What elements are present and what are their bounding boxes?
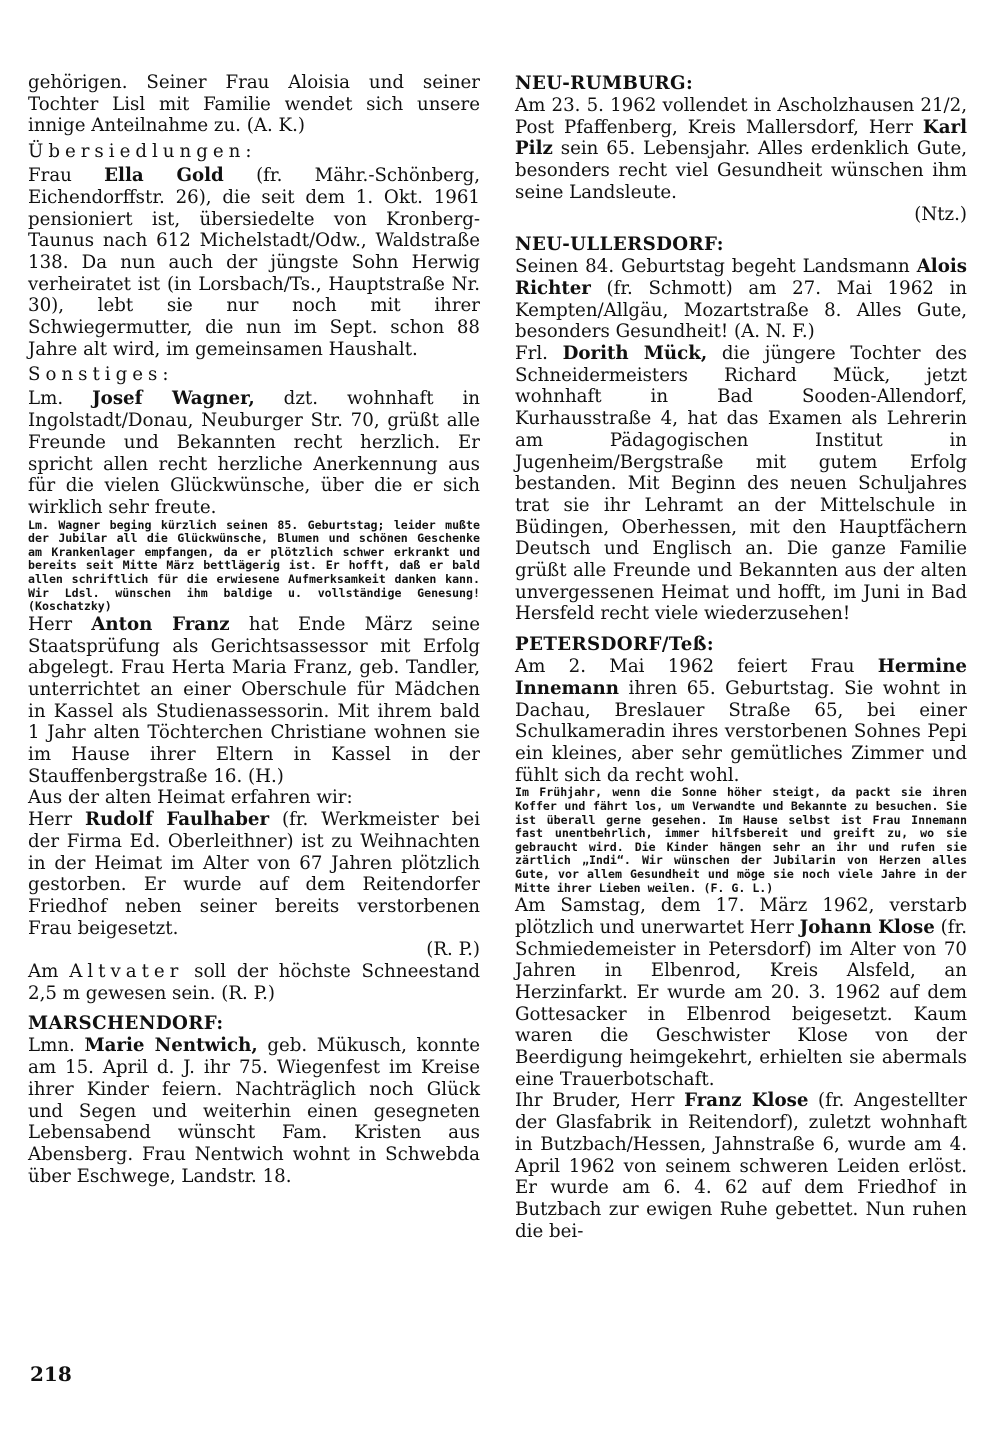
- text: Lm.: [28, 388, 93, 410]
- person-name: Anton Franz: [91, 613, 230, 635]
- section-heading-sonstiges: Sonstiges:: [28, 364, 174, 386]
- text: (fr. Werkmeister bei der Firma Ed. Oberleithner) ist zu Weihnachten in der Heimat im Alter von 67 Jahren plötzlich gestorben. Er wurde auf dem Reitendorfer Friedhof neben seiner bereits verstorbenen Frau beigesetzt.: [28, 809, 481, 939]
- person-name: Ella Gold: [104, 165, 224, 187]
- paragraph-altvater: [28, 961, 480, 1004]
- paragraph-josef-wagner: [28, 388, 480, 518]
- spaced-word: Altvater: [69, 961, 184, 983]
- paragraph-rudolf-faulhaber: [28, 809, 480, 939]
- person-name: Hermine Innemann: [515, 656, 967, 699]
- paragraph-ella-gold: [28, 165, 480, 360]
- text: Seinen 84. Geburtstag begeht Landsmann: [515, 256, 917, 278]
- text: Am: [28, 961, 70, 983]
- person-name: Franz Klose: [684, 1090, 809, 1112]
- person-name: Marie Nentwich,: [84, 1035, 258, 1057]
- right-column: [515, 72, 967, 1242]
- text: Am 2. Mai 1962 feiert Frau: [515, 656, 878, 678]
- section-heading-neu-rumburg: NEU-RUMBURG:: [515, 73, 694, 94]
- text: Herr: [28, 809, 85, 831]
- paragraph-karl-pilz: [515, 95, 967, 204]
- small-print-wagner: Lm. Wagner beging kürzlich seinen 85. Geburtstag; leider mußte der Jubilar all die Glückwünsche, Blumen und schönen Geschenke am Krankenlager empfangen, da er plötzlich schwer erkrankt und bereits seit Mitte März bettlägerig ist. Er hofft, daß er bald allen schriftlich für die erwiesene Aufmerksamkeit danken kann. Wir Ldsl. wünschen ihm baldige u. vollständige Genesung! (Koschatzky): [28, 517, 480, 614]
- text: Am Samstag, dem 17. März 1962, verstarb plötzlich und unerwartet Herr: [515, 895, 967, 938]
- signature-rp: (R. P.): [426, 939, 480, 961]
- paragraph-aloisia: gehörigen. Seiner Frau Aloisia und seiner Tochter Lisl mit Familie wendet sich unsere innige Anteilnahme zu. (A. K.): [28, 72, 480, 137]
- paragraph-marie-nentwich: [28, 1035, 480, 1187]
- text: (fr. Schmott) am 27. Mai 1962 in Kempten/Allgäu, Mozartstraße 8. Alles Gute, besonders Gesundheit! (A. N. F.): [515, 277, 967, 343]
- paragraph-dorith-mueck: [515, 343, 967, 625]
- text: ihren 65. Geburtstag. Sie wohnt in Dachau, Breslauer Straße 65, bei einer Schulkameradin ihres verstorbenen Sohnes Pepi ein kleines, aber sehr gemütliches Zimmer und fühlt sich da recht wohl.: [515, 677, 967, 786]
- person-name: Karl Pilz: [515, 116, 967, 160]
- text: Herr: [28, 613, 92, 635]
- text: Lmn.: [28, 1035, 85, 1057]
- text: hat Ende März seine Staatsprüfung als Gerichtsassessor mit Erfolg abgelegt. Frau Herta Maria Franz, geb. Tandler, unterrichtet an einer Oberschule für Mädchen in Kassel als Studienassessorin. Mit ihrem bald 1 Jahr alten Töchterchen Christiane wohnen sie im Hause ihrer Eltern in Kassel in der Stauffenbergstraße 16. (H.): [28, 613, 480, 787]
- person-name: Rudolf Faulhaber: [84, 809, 270, 831]
- paragraph-alois-richter: [515, 256, 967, 343]
- small-print-innemann: Im Frühjahr, wenn die Sonne höher steigt, da packt sie ihren Koffer und fährt los, um Verwandte und Bekannte zu besuchen. Sie ist überall gerne gesehen. Im Hause selbst ist Frau Innemann fast unentbehrlich, immer hilfsbereit und greift zu, wo sie gebraucht wird. Die Kinder hängen sehr an ihr und rufen sie zärtlich „Indi“. Wir wünschen der Jubilarin von Herzen alles Gute, vor allem Gesundheit und möge sie noch viele Jahre in der Mitte ihrer Lieben weilen. (F. G. L.): [515, 785, 967, 895]
- person-name: Josef Wagner,: [92, 388, 255, 410]
- text: dzt. wohnhaft in Ingolstadt/Donau, Neuburger Str. 70, grüßt alle Freunde und Bekannten recht herzlich. Er spricht allen recht herzliche Anerkennung aus für die vielen Glückwünsche, über die er sich wirklich sehr freute.: [28, 388, 480, 518]
- paragraph-heimat-intro: Aus der alten Heimat erfahren wir:: [28, 787, 353, 809]
- section-heading-marschendorf: MARSCHENDORF:: [28, 1013, 224, 1035]
- text: sein 65. Lebensjahr. Alles erdenklich Gute, besonders recht viel Gesundheit wünschen ihm seine Landsleute.: [515, 138, 967, 203]
- text: Am 23. 5. 1962 vollendet in Ascholzhausen 21/2, Post Pfaffenberg, Kreis Mallersdorf, Herr: [515, 95, 967, 138]
- text: Frau: [28, 165, 105, 187]
- text: (fr. Schmiedemeister in Petersdorf) im Alter von 70 Jahren in Elbenrod, Kreis Alsfeld, an Herzinfarkt. Er wurde am 20. 3. 1962 auf dem Gottesacker in Elbenrod beigesetzt. Kaum waren die Geschwister Klose von der Beerdigung heimgekehrt, erhielten sie abermals eine Trauerbotschaft.: [515, 916, 967, 1090]
- paragraph-franz-klose: [515, 1090, 967, 1242]
- paragraph-anton-franz: [28, 614, 480, 788]
- person-name: Alois Richter: [515, 256, 967, 299]
- paragraph-johann-klose: [515, 895, 967, 1090]
- section-heading-petersdorf: PETERSDORF/Teß:: [515, 634, 715, 656]
- paragraph-hermine-innemann: [515, 656, 967, 786]
- person-name: Johann Klose: [799, 916, 935, 938]
- page-number: 218: [30, 1362, 72, 1386]
- text: Ihr Bruder, Herr: [515, 1090, 685, 1112]
- person-name: Dorith Mück,: [562, 343, 708, 365]
- section-heading-uebersiedlungen: Übersiedlungen:: [28, 141, 257, 163]
- section-heading-neu-ullersdorf: NEU-ULLERSDORF:: [515, 234, 724, 256]
- signature-ntz: (Ntz.): [914, 203, 967, 225]
- text: Frl.: [515, 343, 563, 365]
- text: die jüngere Tochter des Schneidermeisters Richard Mück, jetzt wohnhaft in Bad Sooden-Allendorf, Kurhausstraße 4, hat das Examen als Lehrerin am Pädagogischen Institut in Jugenheim/Bergstraße mit gutem Erfolg bestanden. Mit Beginn des neuen Schuljahres trat sie ihr Lehramt an der Mittelschule in Büdingen, Oberhessen, mit den Hauptfächern Deutsch und Englisch an. Die ganze Familie grüßt alle Freunde und Bekannten aus der alten unvergessenen Heimat und hofft, im Juni in Bad Hersfeld recht viele wiederzusehen!: [515, 343, 968, 625]
- text: geb. Mükusch, konnte am 15. April d. J. ihr 75. Wiegenfest im Kreise ihrer Kinder feiern. Nachträglich noch Glück und Segen und weiterhin einen gesegneten Lebensabend wünscht Fam. Kristen aus Abensberg. Frau Nentwich wohnt in Schwebda über Eschwege, Landstr. 18.: [28, 1035, 480, 1187]
- text: soll der höchste Schneestand 2,5 m gewesen sein. (R. P.): [28, 961, 480, 1004]
- left-column: [28, 72, 480, 1187]
- text: (fr. Angestellter der Glasfabrik in Reitendorf), zuletzt wohnhaft in Butzbach/Hessen, Jahnstraße 6, wurde am 4. April 1962 von seinem schweren Leiden erlöst. Er wurde am 6. 4. 62 auf dem Friedhof in Butzbach zur ewigen Ruhe gebettet. Nun ruhen die bei-: [515, 1090, 967, 1242]
- text: (fr. Mähr.-Schönberg, Eichendorffstr. 26), die seit dem 1. Okt. 1961 pensioniert ist, übersiedelte von Kronberg-Taunus nach 612 Michelstadt/Odw., Waldstraße 138. Da nun auch der jüngste Sohn Herwig verheiratet ist (in Lorsbach/Ts., Hauptstraße Nr. 30), lebt sie nur noch mit ihrer Schwiegermutter, die nun im Sept. schon 88 Jahre alt wird, im gemeinsamen Haushalt.: [28, 165, 481, 360]
